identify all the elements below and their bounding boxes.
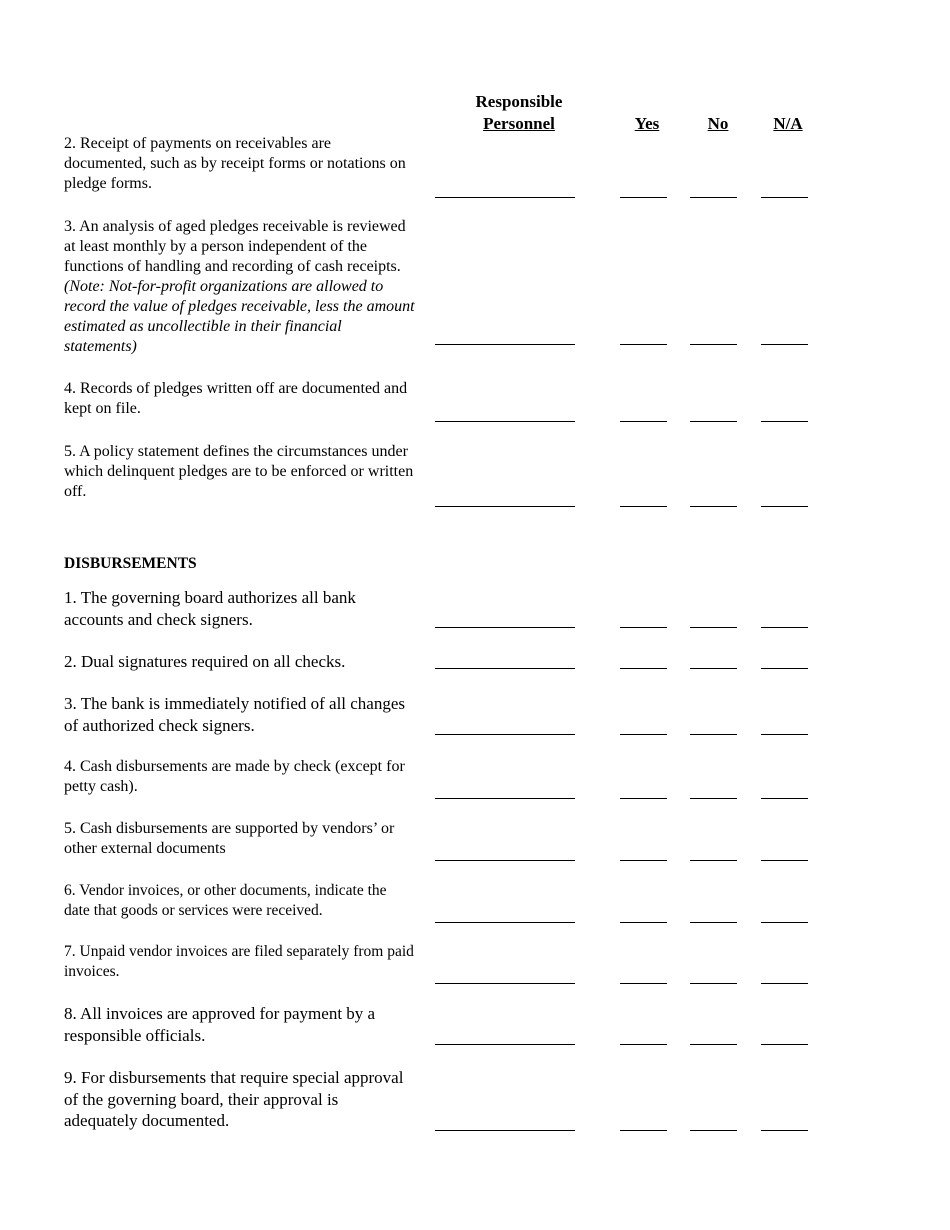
no-blank[interactable] <box>690 734 737 735</box>
na-blank[interactable] <box>761 627 808 628</box>
na-blank[interactable] <box>761 922 808 923</box>
responsible-personnel-blank[interactable] <box>435 668 575 669</box>
column-header-na: N/A <box>773 114 803 133</box>
na-blank[interactable] <box>761 668 808 669</box>
yes-blank[interactable] <box>620 1044 667 1045</box>
disbursement-question-9: 9. For disbursements that require special approval of the governing board, their approval is adequately documented. <box>64 1068 404 1130</box>
responsible-personnel-blank[interactable] <box>435 922 575 923</box>
na-blank[interactable] <box>761 983 808 984</box>
column-header-responsible-personnel <box>459 91 579 135</box>
responsible-personnel-blank[interactable] <box>435 860 575 861</box>
yes-blank[interactable] <box>620 627 667 628</box>
receivables-question-4: 4. Records of pledges written off are documented and kept on file. <box>64 380 408 417</box>
yes-blank[interactable] <box>620 668 667 669</box>
responsible-personnel-blank[interactable] <box>435 798 575 799</box>
na-blank[interactable] <box>761 197 808 198</box>
receivables-question-3 <box>64 217 416 357</box>
disbursement-question-5: 5. Cash disbursements are supported by vendors’ or other external documents <box>64 820 395 857</box>
disbursement-question-7: 7. Unpaid vendor invoices are filed separately from paid invoices. <box>64 943 414 980</box>
no-blank[interactable] <box>690 983 737 984</box>
responsible-personnel-blank[interactable] <box>435 344 575 345</box>
responsible-personnel-blank[interactable] <box>435 627 575 628</box>
disbursement-question-1: 1. The governing board authorizes all bank accounts and check signers. <box>64 588 356 629</box>
yes-blank[interactable] <box>620 421 667 422</box>
na-blank[interactable] <box>761 860 808 861</box>
responsible-personnel-blank[interactable] <box>435 734 575 735</box>
disbursement-question-4: 4. Cash disbursements are made by check (except for petty cash). <box>64 758 405 795</box>
question-note: (Note: Not-for-profit organizations are allowed to record the value of pledges receivable, less the amount estimated as uncollectible in their financial statements) <box>64 278 415 355</box>
yes-blank[interactable] <box>620 734 667 735</box>
yes-blank[interactable] <box>620 197 667 198</box>
no-blank[interactable] <box>690 1044 737 1045</box>
disbursement-question-2: 2. Dual signatures required on all checks. <box>64 652 346 671</box>
responsible-personnel-blank[interactable] <box>435 983 575 984</box>
yes-blank[interactable] <box>620 798 667 799</box>
responsible-personnel-blank[interactable] <box>435 1044 575 1045</box>
yes-blank[interactable] <box>620 344 667 345</box>
no-blank[interactable] <box>690 627 737 628</box>
column-header-personnel-line2: Personnel <box>483 114 555 133</box>
yes-blank[interactable] <box>620 1130 667 1131</box>
yes-blank[interactable] <box>620 860 667 861</box>
no-blank[interactable] <box>690 506 737 507</box>
receivables-question-2: 2. Receipt of payments on receivables are documented, such as by receipt forms or notations on pledge forms. <box>64 135 406 192</box>
responsible-personnel-blank[interactable] <box>435 1130 575 1131</box>
no-blank[interactable] <box>690 798 737 799</box>
no-blank[interactable] <box>690 1130 737 1131</box>
disbursement-question-8: 8. All invoices are approved for payment by a responsible officials. <box>64 1004 376 1045</box>
column-header-yes: Yes <box>634 114 660 133</box>
receivables-question-5: 5. A policy statement defines the circumstances under which delinquent pledges are to be enforced or written off. <box>64 443 414 500</box>
no-blank[interactable] <box>690 197 737 198</box>
na-blank[interactable] <box>761 1130 808 1131</box>
disbursement-question-3: 3. The bank is immediately notified of all changes of authorized check signers. <box>64 694 406 735</box>
na-blank[interactable] <box>761 344 808 345</box>
no-blank[interactable] <box>690 668 737 669</box>
no-blank[interactable] <box>690 860 737 861</box>
no-blank[interactable] <box>690 922 737 923</box>
responsible-personnel-blank[interactable] <box>435 421 575 422</box>
na-blank[interactable] <box>761 798 808 799</box>
na-blank[interactable] <box>761 421 808 422</box>
yes-blank[interactable] <box>620 506 667 507</box>
yes-blank[interactable] <box>620 983 667 984</box>
responsible-personnel-blank[interactable] <box>435 197 575 198</box>
no-blank[interactable] <box>690 421 737 422</box>
yes-blank[interactable] <box>620 922 667 923</box>
na-blank[interactable] <box>761 506 808 507</box>
column-header-responsible-line1: Responsible <box>475 92 563 111</box>
question-text: 3. An analysis of aged pledges receivable is reviewed at least monthly by a person independent of the functions of handling and recording of cash receipts. <box>64 218 406 275</box>
disbursement-question-6: 6. Vendor invoices, or other documents, indicate the date that goods or services were received. <box>64 882 387 919</box>
na-blank[interactable] <box>761 1044 808 1045</box>
responsible-personnel-blank[interactable] <box>435 506 575 507</box>
column-header-no: No <box>707 114 729 133</box>
no-blank[interactable] <box>690 344 737 345</box>
na-blank[interactable] <box>761 734 808 735</box>
section-title-disbursements: DISBURSEMENTS <box>64 555 197 572</box>
